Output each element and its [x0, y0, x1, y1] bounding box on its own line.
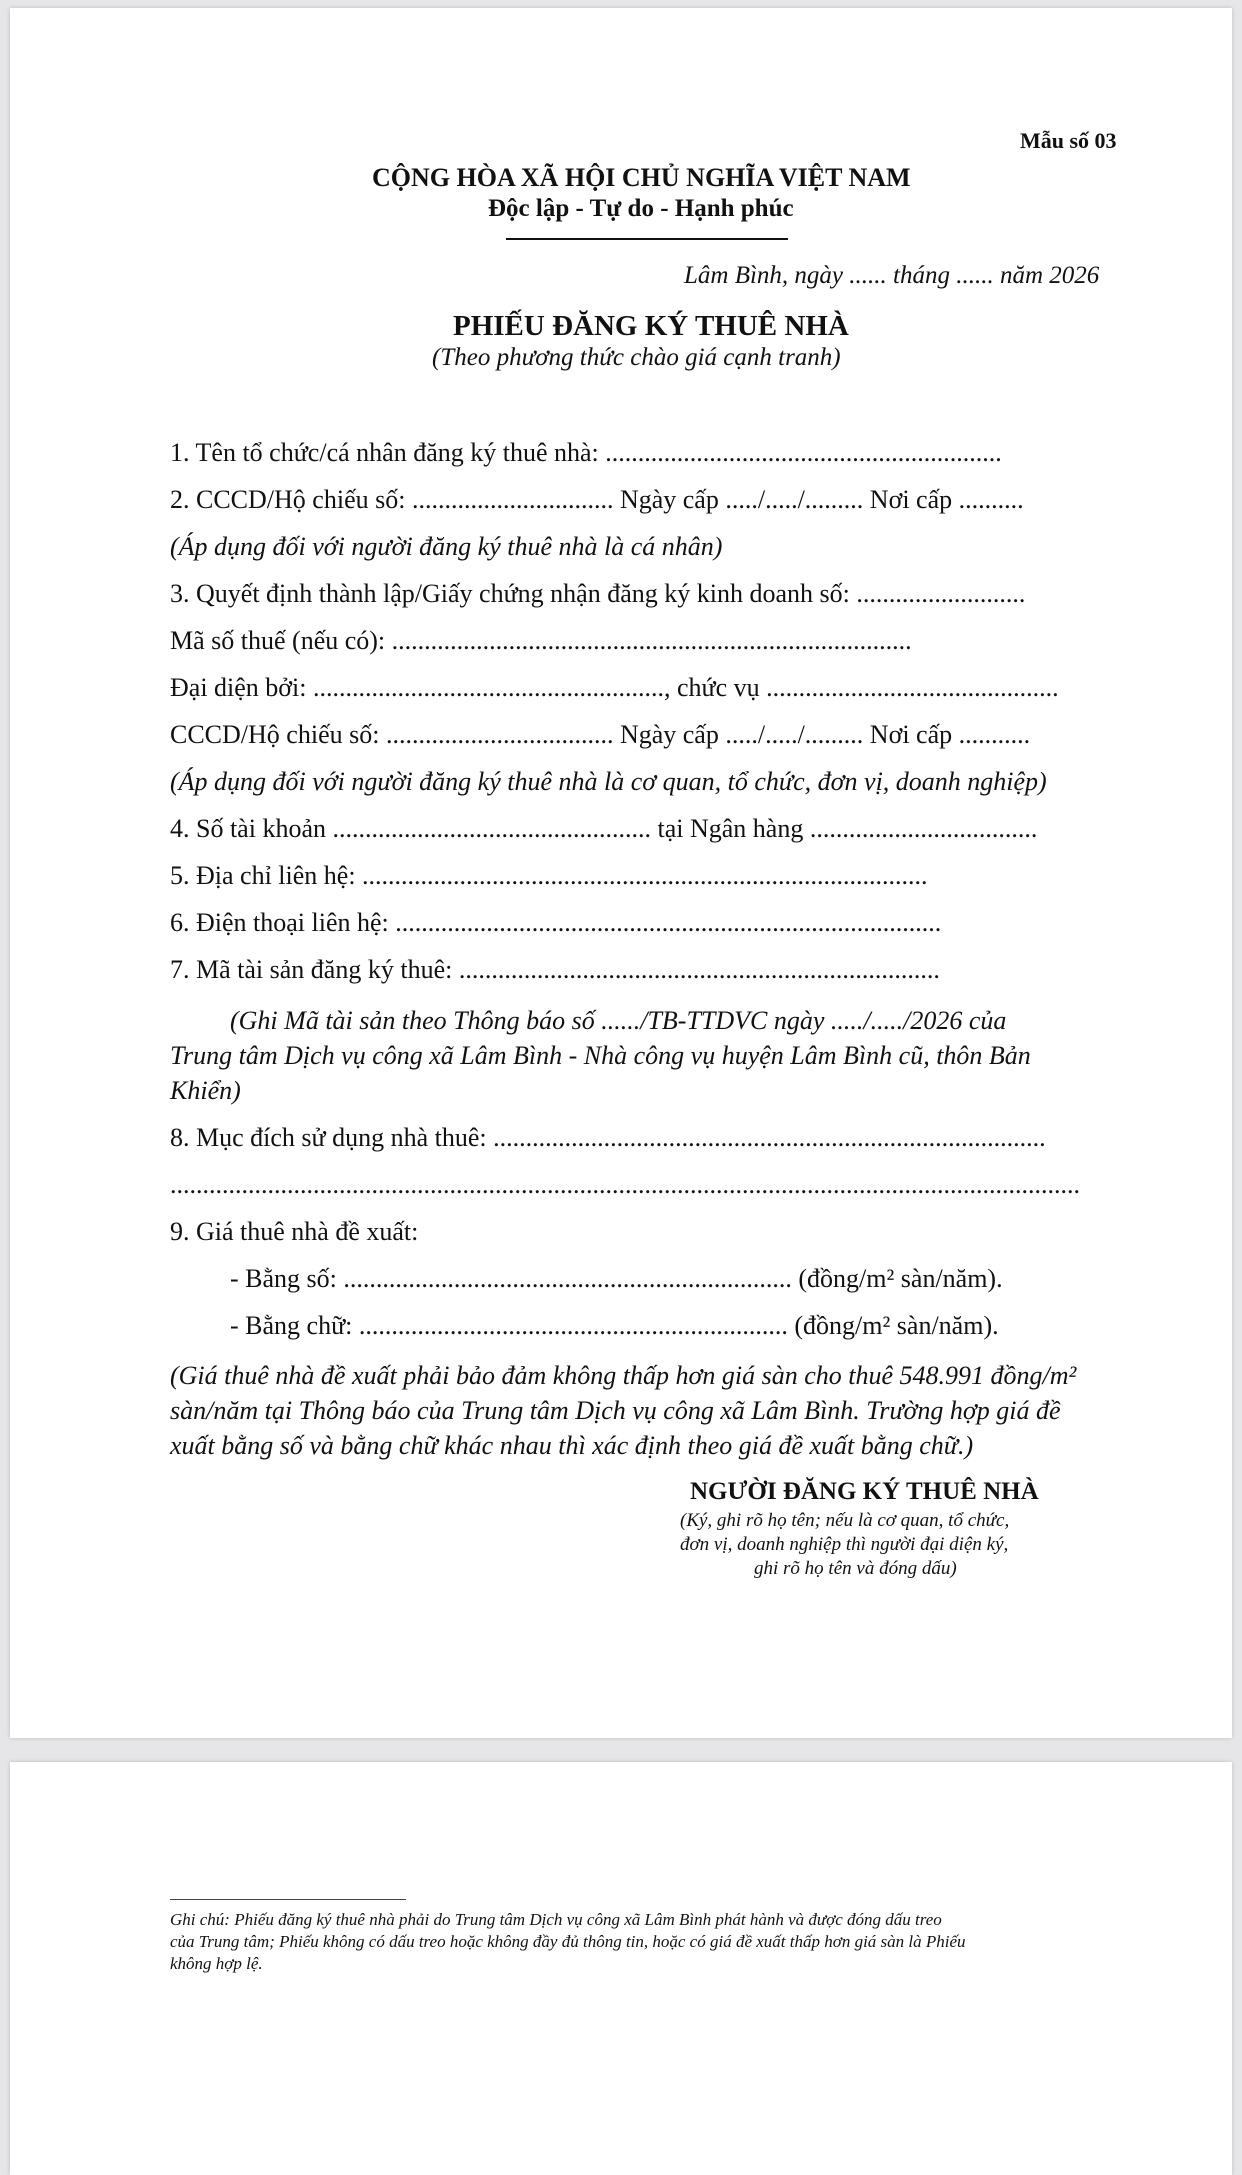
- field-price-words: - Bằng chữ: .................................................................. (đồng/m² sàn/năm).: [230, 1311, 999, 1340]
- signature-note-1: (Ký, ghi rõ họ tên; nếu là cơ quan, tổ chức,: [680, 1510, 1010, 1531]
- field-address: 5. Địa chỉ liên hệ: .......................................................................................: [170, 861, 928, 890]
- field-applicant-name: 1. Tên tổ chức/cá nhân đăng ký thuê nhà: .............................................................: [170, 438, 1002, 467]
- field-purpose-continued: ............................................................................................................................................: [170, 1170, 1080, 1199]
- signature-note-2: đơn vị, doanh nghiệp thì người đại diện ký,: [680, 1534, 1009, 1555]
- field-price-heading: 9. Giá thuê nhà đề xuất:: [170, 1217, 419, 1246]
- footnote-divider: [170, 1899, 406, 1900]
- footnote-page: [10, 1762, 1232, 2175]
- footnote-line-3: không hợp lệ.: [170, 1954, 263, 1973]
- signature-note-3: ghi rõ họ tên và đóng dấu): [754, 1558, 957, 1579]
- note-asset-code-2: Trung tâm Dịch vụ công xã Lâm Bình - Nhà công vụ huyện Lâm Bình cũ, thôn Bản: [170, 1041, 1031, 1070]
- note-price-1: (Giá thuê nhà đề xuất phải bảo đảm không thấp hơn giá sàn cho thuê 548.991 đồng/m²: [170, 1361, 1077, 1390]
- field-price-number: - Bằng số: ..................................................................... (đồng/m² sàn/năm).: [230, 1264, 1003, 1293]
- footnote-line-1: Ghi chú: Phiếu đăng ký thuê nhà phải do Trung tâm Dịch vụ công xã Lâm Bình phát hành và được đóng dấu treo: [170, 1910, 942, 1929]
- note-individual: (Áp dụng đối với người đăng ký thuê nhà là cá nhân): [170, 532, 723, 561]
- field-asset-code: 7. Mã tài sản đăng ký thuê: ..........................................................................: [170, 955, 940, 984]
- header-divider: [506, 238, 788, 240]
- field-bank-account: 4. Số tài khoản ................................................. tại Ngân hàng ...................................: [170, 814, 1038, 843]
- note-asset-code-3: Khiển): [170, 1076, 241, 1105]
- field-phone: 6. Điện thoại liên hệ: ....................................................................................: [170, 908, 942, 937]
- motto: Độc lập - Tự do - Hạnh phúc: [488, 195, 794, 222]
- signature-title: NGƯỜI ĐĂNG KÝ THUÊ NHÀ: [690, 1478, 1039, 1505]
- note-price-3: xuất bằng số và bằng chữ khác nhau thì xác định theo giá đề xuất bằng chữ.): [170, 1431, 974, 1460]
- field-representative: Đại diện bởi: ......................................................, chức vụ .............................................: [170, 673, 1059, 702]
- footnote-line-2: của Trung tâm; Phiếu không có dấu treo hoặc không đầy đủ thông tin, hoặc có giá đề xuất thấp hơn giá sàn là Phiếu: [170, 1932, 966, 1951]
- note-organization: (Áp dụng đối với người đăng ký thuê nhà là cơ quan, tổ chức, đơn vị, doanh nghiệp): [170, 767, 1047, 796]
- field-purpose: 8. Mục đích sử dụng nhà thuê: .....................................................................................: [170, 1123, 1046, 1152]
- place-date: Lâm Bình, ngày ...... tháng ...... năm 2026: [684, 262, 1100, 289]
- field-business-license: 3. Quyết định thành lập/Giấy chứng nhận đăng ký kinh doanh số: ..........................: [170, 579, 1026, 608]
- nation-header: CỘNG HÒA XÃ HỘI CHỦ NGHĨA VIỆT NAM: [372, 163, 911, 192]
- field-tax-code: Mã số thuế (nếu có): ................................................................................: [170, 626, 912, 655]
- field-id-organization: CCCD/Hộ chiếu số: ................................... Ngày cấp ...../...../......... Nơi cấp ...........: [170, 720, 1031, 749]
- note-price-2: sàn/năm tại Thông báo của Trung tâm Dịch vụ công xã Lâm Bình. Trường hợp giá đề: [170, 1396, 1061, 1425]
- field-id-personal: 2. CCCD/Hộ chiếu số: ............................... Ngày cấp ...../...../......... Nơi cấp ..........: [170, 485, 1024, 514]
- form-subtitle: (Theo phương thức chào giá cạnh tranh): [432, 344, 841, 371]
- form-title: PHIẾU ĐĂNG KÝ THUÊ NHÀ: [453, 310, 849, 342]
- form-number: Mẫu số 03: [1020, 128, 1117, 153]
- note-asset-code-1: (Ghi Mã tài sản theo Thông báo số ....../TB-TTDVC ngày ...../...../2026 của: [230, 1006, 1007, 1035]
- form-page: [10, 8, 1232, 1738]
